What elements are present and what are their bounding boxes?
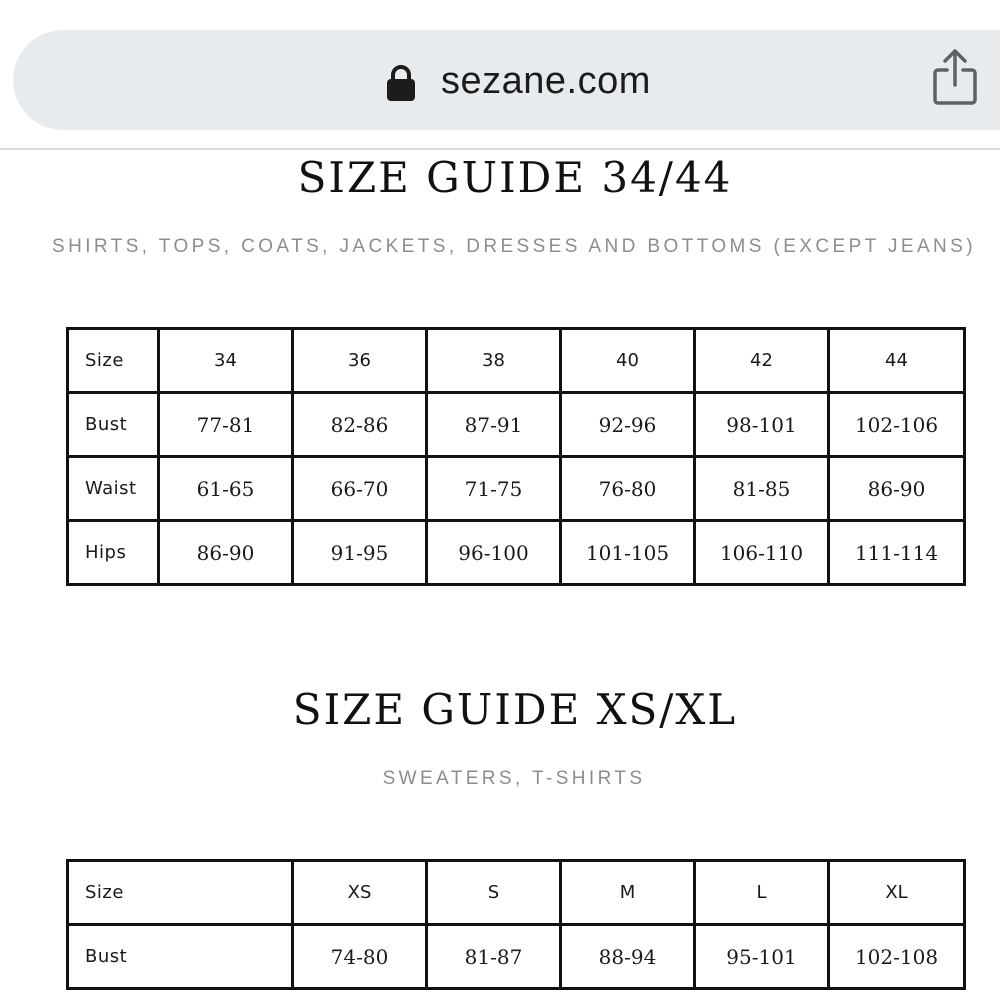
table-row: [68, 521, 965, 585]
table-cell: 101-105: [561, 521, 695, 585]
table-cell: 66-70: [293, 457, 427, 521]
header-cell: XS: [293, 861, 427, 925]
row-label: Waist: [68, 457, 159, 521]
table-cell: 102-108: [829, 925, 965, 989]
row-label: Hips: [68, 521, 159, 585]
table-cell: 96-100: [427, 521, 561, 585]
toolbar-divider: [0, 148, 1000, 150]
table-cell: 81-85: [695, 457, 829, 521]
table-cell: 86-90: [829, 457, 965, 521]
table-cell: 74-80: [293, 925, 427, 989]
table-cell: 95-101: [695, 925, 829, 989]
row-label: Bust: [68, 393, 159, 457]
table-cell: 111-114: [829, 521, 965, 585]
header-cell: Size: [68, 861, 293, 925]
table-cell: 71-75: [427, 457, 561, 521]
size-table-numeric: [66, 327, 966, 586]
table-row: [68, 925, 965, 989]
table-cell: 77-81: [159, 393, 293, 457]
table-cell: 88-94: [561, 925, 695, 989]
header-cell: S: [427, 861, 561, 925]
header-cell: 40: [561, 329, 695, 393]
header-cell: 36: [293, 329, 427, 393]
header-cell: 38: [427, 329, 561, 393]
header-cell: L: [695, 861, 829, 925]
table-row: [68, 393, 965, 457]
size-guide-numeric-subtitle: SHIRTS, TOPS, COATS, JACKETS, DRESSES AND BOTTOMS (EXCEPT JEANS): [52, 236, 976, 257]
table-cell: 76-80: [561, 457, 695, 521]
header-cell: 44: [829, 329, 965, 393]
table-cell: 98-101: [695, 393, 829, 457]
table-cell: 87-91: [427, 393, 561, 457]
table-cell: 61-65: [159, 457, 293, 521]
size-table-letter: [66, 859, 966, 990]
lock-icon: [385, 64, 417, 102]
url-text[interactable]: sezane.com: [441, 60, 651, 102]
table-row: [68, 457, 965, 521]
table-cell: 91-95: [293, 521, 427, 585]
table-cell: 106-110: [695, 521, 829, 585]
table-cell: 81-87: [427, 925, 561, 989]
size-guide-letter-title: SIZE GUIDE XS/XL: [292, 685, 738, 734]
table-cell: 102-106: [829, 393, 965, 457]
header-cell: M: [561, 861, 695, 925]
table-header-row: [68, 329, 965, 393]
size-guide-letter-subtitle: SWEATERS, T-SHIRTS: [382, 768, 646, 789]
share-icon[interactable]: [930, 48, 980, 108]
row-label: Bust: [68, 925, 293, 989]
header-cell: 42: [695, 329, 829, 393]
size-guide-numeric-title: SIZE GUIDE 34/44: [297, 153, 733, 202]
table-cell: 86-90: [159, 521, 293, 585]
header-cell: Size: [68, 329, 159, 393]
table-cell: 82-86: [293, 393, 427, 457]
table-header-row: [68, 861, 965, 925]
header-cell: XL: [829, 861, 965, 925]
table-cell: 92-96: [561, 393, 695, 457]
header-cell: 34: [159, 329, 293, 393]
